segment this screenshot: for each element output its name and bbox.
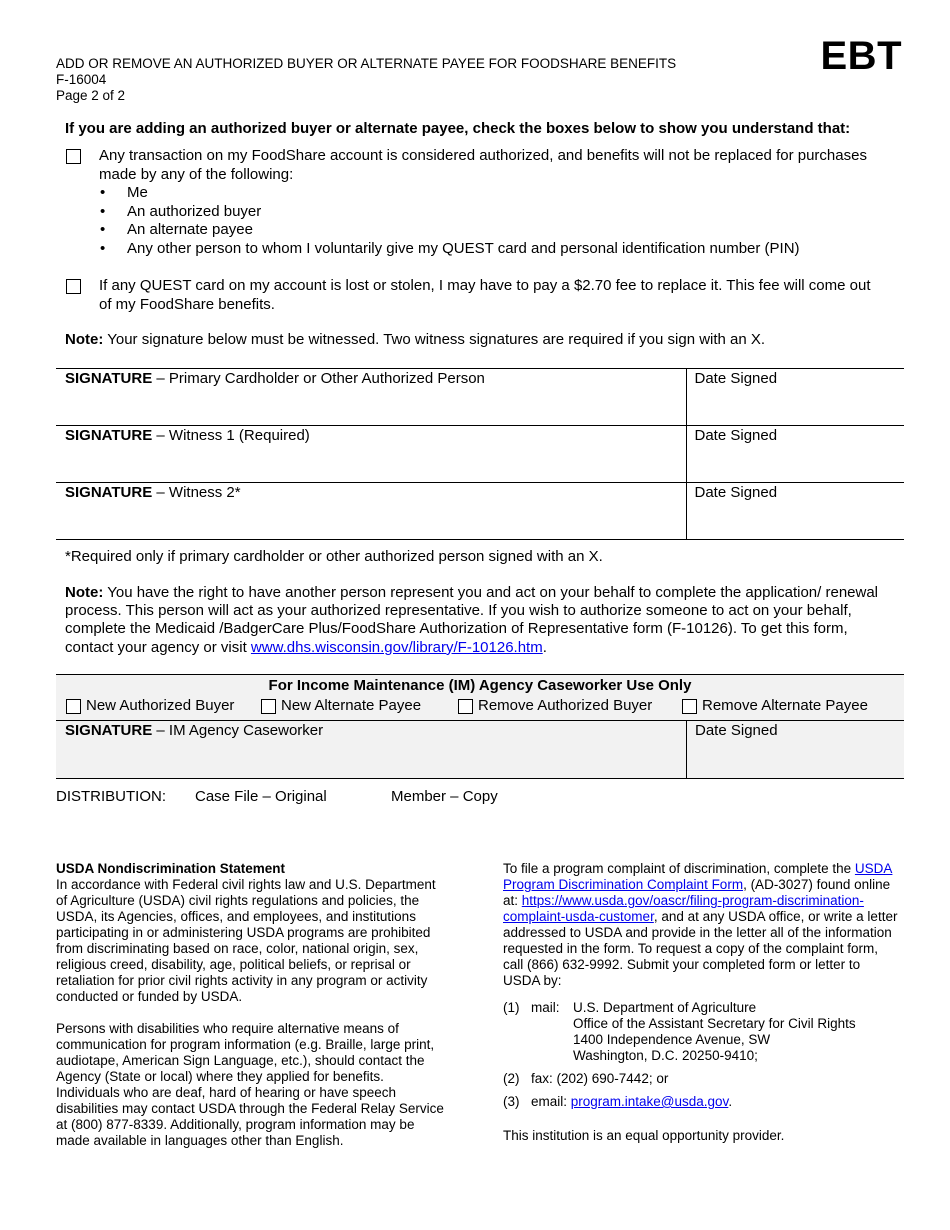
address-line: 1400 Independence Avenue, SW — [573, 1032, 771, 1047]
im-caseworker-section — [56, 674, 904, 779]
ebt-logo: EBT — [820, 34, 902, 78]
usda-paragraph-2: Persons with disabilities who require alternative means of communication for program information (e.g. Braille, large print, audiotape, American Sign Language, etc.), should contact the Agency (State or local) where they applied for benefits. Individuals who are deaf, hard of hearing or have speech disabilities may contact USDA through the Federal Relay Service at (800) 877-8339. Additionally, program information may be made available in languages other than English. — [56, 1021, 444, 1148]
signature-desc: – Primary Cardholder or Other Authorized Person — [152, 370, 485, 387]
im-checkbox-row — [56, 697, 904, 720]
signature-label: SIGNATURE — [65, 484, 153, 501]
checkbox-label: Remove Alternate Payee — [702, 697, 868, 714]
acknowledgement-2-checkbox[interactable] — [66, 279, 81, 294]
email-text — [531, 1094, 732, 1110]
distribution-label: DISTRIBUTION: — [56, 788, 167, 805]
witness-1-date-field[interactable] — [686, 426, 904, 483]
witness-1-signature-field[interactable] — [56, 426, 686, 483]
note-text: Your signature below must be witnessed. Two witness signatures are required if you sign with an X. — [103, 331, 766, 348]
complaint-url-link[interactable]: https://www.usda.gov/oascr/filing-program-discrimination-complaint-usda-customer — [503, 893, 864, 924]
acknowledgement-1-checkbox[interactable] — [66, 149, 81, 164]
form-header — [56, 56, 676, 104]
list-number: (3) — [503, 1094, 520, 1109]
representative-note — [65, 584, 900, 657]
complaint-form-link[interactable]: USDA Program Discrimination Complaint Form — [503, 861, 893, 892]
note-label: Note: — [65, 331, 104, 348]
email-end: . — [728, 1094, 733, 1109]
date-label: Date Signed — [695, 722, 778, 739]
acknowledgement-2-text: If any QUEST card on my account is lost or stolen, I may have to pay a $2.70 fee to replace it. This fee will come out of my FoodShare benefits. — [99, 277, 871, 313]
usda-statement-left — [56, 861, 446, 1149]
complaint-intro: To file a program complaint of discrimination, complete the — [503, 861, 855, 876]
contact-methods — [503, 1000, 898, 1110]
usda-title: USDA Nondiscrimination Statement — [56, 861, 286, 876]
fax-text: fax: (202) 690-7442; or — [531, 1071, 669, 1086]
signature-table — [56, 368, 904, 540]
contact-email — [503, 1094, 898, 1110]
acknowledgement-1 — [66, 147, 886, 258]
checkbox-label: Remove Authorized Buyer — [478, 697, 653, 714]
date-label: Date Signed — [694, 370, 778, 387]
address-line: Washington, D.C. 20250-9410; — [573, 1048, 758, 1063]
checkbox-square[interactable] — [66, 699, 81, 714]
remove-authorized-buyer-checkbox[interactable] — [458, 697, 652, 714]
note-end: . — [542, 638, 547, 656]
distribution-original: Case File – Original — [195, 788, 327, 805]
signature-label: SIGNATURE — [65, 370, 153, 387]
page-number: Page 2 of 2 — [56, 88, 126, 103]
list-item: • Any other person to whom I voluntarily give my QUEST card and personal identification number (PIN) — [99, 240, 886, 259]
witness-2-signature-field[interactable] — [56, 483, 686, 540]
checkbox-square[interactable] — [682, 699, 697, 714]
required-footnote: *Required only if primary cardholder or other authorized person signed with an X. — [65, 548, 603, 565]
complaint-mid: , (AD-3027) found online at: — [503, 877, 891, 908]
witness-note — [65, 331, 765, 348]
primary-signature-field[interactable] — [56, 369, 686, 426]
acknowledgement-2 — [66, 277, 886, 314]
witness-2-date-field[interactable] — [686, 483, 904, 540]
signature-row-witness-1 — [56, 426, 904, 483]
list-number: (2) — [503, 1071, 520, 1086]
email-link[interactable]: program.intake@usda.gov — [570, 1094, 729, 1109]
signature-label: SIGNATURE — [65, 722, 153, 739]
usda-statement-right — [503, 861, 898, 1144]
distribution-copy: Member – Copy — [391, 788, 498, 805]
primary-date-field[interactable] — [686, 369, 904, 426]
date-label: Date Signed — [694, 484, 778, 501]
signature-desc: – Witness 1 (Required) — [152, 427, 310, 444]
usda-paragraph-1: In accordance with Federal civil rights law and U.S. Department of Agriculture (USDA) civil rights regulations and policies, the USDA, its Agencies, offices, and employees, and institutions participating in or administering USDA programs are prohibited from discriminating based on race, color, national origin, sex, religious creed, disability, age, political beliefs, or reprisal or retaliation for prior civil rights activity in any program or activity conducted or funded by USDA. — [56, 877, 436, 1004]
contact-mail — [503, 1000, 898, 1064]
caseworker-date-field[interactable] — [686, 721, 904, 778]
checkbox-instructions: If you are adding an authorized buyer or alternate payee, check the boxes below to show you understand that: — [65, 120, 851, 137]
email-label: email: — [531, 1094, 571, 1109]
complaint-rest: , and at any USDA office, or write a letter addressed to USDA and provide in the letter all of the information requested in the form. To request a copy of the complaint form, call (866) 632-9992. Submit your completed form or letter to USDA by: — [503, 909, 898, 988]
signature-desc: – IM Agency Caseworker — [152, 722, 324, 739]
list-number: (1) — [503, 1000, 520, 1015]
list-item: • An alternate payee — [99, 221, 886, 240]
remove-alternate-payee-checkbox[interactable] — [682, 697, 868, 714]
address-line: U.S. Department of Agriculture — [573, 1000, 757, 1015]
signature-desc: – Witness 2* — [152, 484, 241, 501]
acknowledgement-1-text: Any transaction on my FoodShare account is considered authorized, and benefits will not be replaced for purchases made by any of the following: — [99, 147, 867, 183]
form-title: ADD OR REMOVE AN AUTHORIZED BUYER OR ALTERNATE PAYEE FOR FOODSHARE BENEFITS — [56, 56, 677, 71]
mail-address — [573, 1000, 856, 1064]
im-signature-row — [56, 720, 904, 778]
complaint-paragraph — [503, 861, 898, 989]
representative-form-link[interactable]: www.dhs.wisconsin.gov/library/F-10126.htm — [250, 638, 543, 656]
note-text: You have the right to have another person represent you and act on your behalf to complete the application/ renewal process. This person will act as your authorized representative. If you wish to authorize someone to act on your behalf, complete the Medicaid /BadgerCare Plus/FoodShare Authorization of Representative form (F-10126). To get this form, contact your agency or visit — [65, 584, 879, 656]
date-label: Date Signed — [694, 427, 778, 444]
mail-label: mail: — [531, 1000, 560, 1015]
address-line: Office of the Assistant Secretary for Civil Rights — [573, 1016, 856, 1031]
authorized-persons-list — [99, 184, 886, 258]
signature-label: SIGNATURE — [65, 427, 153, 444]
im-section-title: For Income Maintenance (IM) Agency Caseworker Use Only — [268, 677, 692, 694]
list-item: • An authorized buyer — [99, 203, 886, 222]
form-number: F-16004 — [56, 72, 107, 87]
signature-row-primary — [56, 369, 904, 426]
list-item: • Me — [99, 184, 886, 203]
signature-row-witness-2 — [56, 483, 904, 540]
checkbox-square[interactable] — [458, 699, 473, 714]
contact-fax — [503, 1071, 898, 1087]
note-label: Note: — [65, 584, 104, 601]
checkbox-label: New Alternate Payee — [281, 697, 422, 714]
equal-opportunity-statement: This institution is an equal opportunity provider. — [503, 1128, 785, 1143]
checkbox-square[interactable] — [261, 699, 276, 714]
new-authorized-buyer-checkbox[interactable] — [66, 697, 234, 714]
new-alternate-payee-checkbox[interactable] — [261, 697, 421, 714]
checkbox-label: New Authorized Buyer — [86, 697, 235, 714]
caseworker-signature-field[interactable] — [56, 721, 686, 778]
